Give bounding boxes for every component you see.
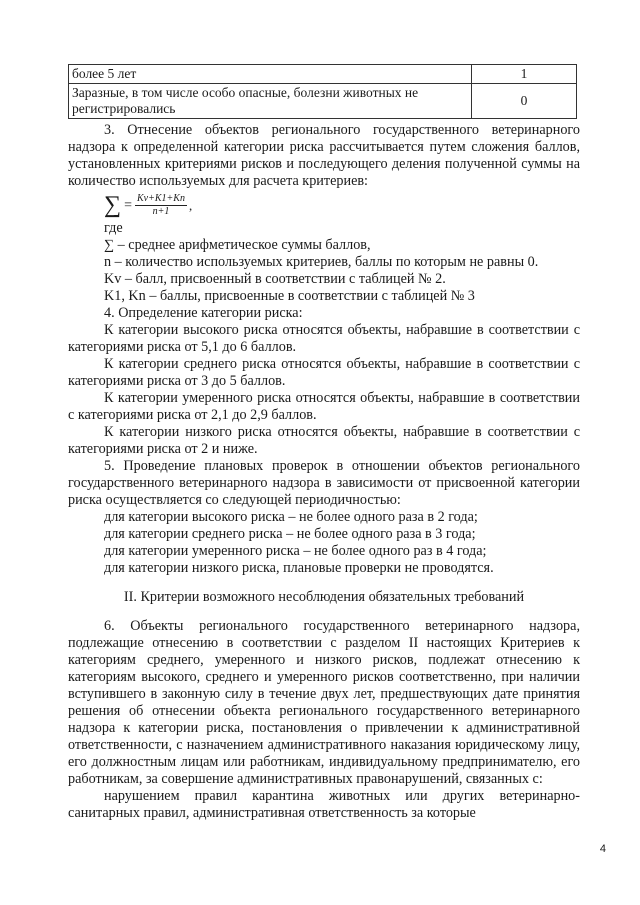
- risk-category-item: К категории высокого риска относятся объекты, набравшие в соответствии с категориями риска от 5,1 до 6 баллов.: [68, 322, 580, 355]
- table-cell-label: Заразные, в том числе особо опасные, болезни животных не регистрировались: [69, 84, 472, 119]
- equals-sign: =: [124, 197, 133, 213]
- formula-denominator: n+1: [152, 205, 170, 217]
- table-cell-label: более 5 лет: [69, 65, 472, 84]
- risk-category-item: К категории умеренного риска относятся объекты, набравшие в соответствии с категориями риска от 2,1 до 2,9 баллов.: [68, 390, 580, 423]
- paragraph-4-title: 4. Определение категории риска:: [104, 305, 303, 321]
- table-row: [69, 65, 577, 84]
- inspection-frequency-item: для категории низкого риска, плановые проверки не проводятся.: [104, 560, 494, 576]
- where-label: где: [104, 220, 123, 236]
- paragraph-6: 6. Объекты регионального государственного ветеринарного надзора, подлежащие отнесению в соответствии с разделом II настоящих Критериев к категориям среднего, умеренного и низкого рисков, подлежат отнесению к категориям высокого, среднего и умеренного рисков соответственно, при наличии вступившего в законную силу в течение двух лет, предшествующих дате принятия решения об отнесении объекта регионального государственного ветеринарного надзора к категории риска, постановления о привлечении к административной ответственности, с назначением административного наказания юридическому лицу, его должностным лицам или работникам, индивидуальному предпринимателю, его работникам, за совершение административных правонарушений, связанных с:: [68, 618, 580, 787]
- risk-category-item: К категории низкого риска относятся объекты, набравшие в соответствии с категориями риска от 2 и ниже.: [68, 424, 580, 457]
- definition-item: Kv – балл, присвоенный в соответствии с таблицей № 2.: [104, 271, 446, 287]
- document-body: [68, 122, 580, 822]
- formula-fraction: [135, 193, 187, 218]
- inspection-frequency-item: для категории умеренного риска – не более одного раз в 4 года;: [104, 543, 487, 559]
- inspection-frequency-item: для категории среднего риска – не более одного раза в 3 года;: [104, 526, 476, 542]
- criteria-table: [68, 64, 577, 119]
- paragraph-6-continuation: нарушением правил карантина животных или других ветеринарно-санитарных правил, административная ответственность за которые: [68, 788, 580, 821]
- section-heading: II. Критерии возможного несоблюдения обязательных требований: [123, 589, 525, 605]
- page-number: 4: [599, 843, 606, 855]
- paragraph-5: 5. Проведение плановых проверок в отношении объектов регионального государственного ветеринарного надзора в зависимости от присвоенной категории риска осуществляется со следующей периодичностью:: [68, 458, 580, 508]
- table-row: [69, 84, 577, 119]
- formula-numerator: Kv+K1+Kn: [137, 192, 185, 204]
- definition-item: n – количество используемых критериев, баллы по которым не равны 0.: [104, 254, 539, 270]
- inspection-frequency-item: для категории высокого риска – не более одного раза в 2 года;: [104, 509, 478, 525]
- table-cell-value: 0: [472, 84, 577, 119]
- sigma-symbol: ∑: [104, 192, 122, 218]
- definition-item: K1, Kn – баллы, присвоенные в соответствии с таблицей № 3: [104, 288, 475, 304]
- risk-formula: [68, 190, 580, 220]
- risk-category-item: К категории среднего риска относятся объекты, набравшие в соответствии с категориями риска от 3 до 5 баллов.: [68, 356, 580, 389]
- definition-item: ∑ – среднее арифметическое суммы баллов,: [104, 237, 371, 253]
- paragraph-3: 3. Отнесение объектов регионального государственного ветеринарного надзора к определенной категории риска рассчитывается путем сложения баллов, установленных критериями рисков и последующего деления полученной суммы на количество используемых для расчета критериев:: [68, 122, 580, 189]
- table-cell-value: 1: [472, 65, 577, 84]
- formula-comma: ,: [188, 197, 193, 213]
